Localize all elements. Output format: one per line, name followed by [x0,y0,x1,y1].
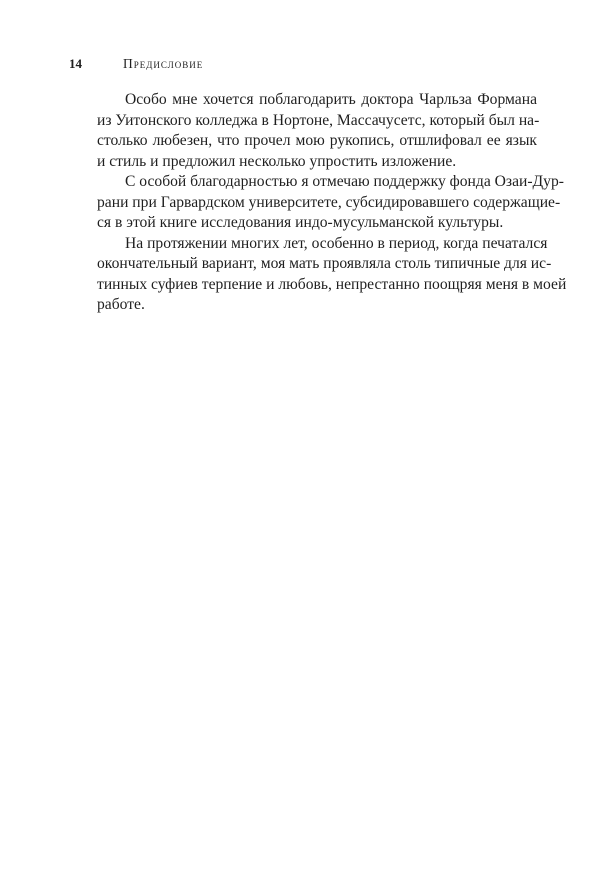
text-line: Особо мне хочется поблагодарить доктора Чарльза Формана [125,91,537,108]
running-head [69,54,539,74]
page-number: 14 [69,56,82,71]
text-line: С особой благодарностью я отмечаю поддержку фонда Озаи-Дур- [125,173,564,190]
text-line: рани при Гарвардском университете, субсидировавшего содержащие- [97,193,561,211]
text-line: столько любезен, что прочел мою рукопись, отшлифовал ее язык [97,132,537,149]
text-line: На протяжении многих лет, особенно в период, когда печатался [125,234,548,252]
text-line: и стиль и предложил несколько упростить изложение. [97,152,457,170]
paragraph-acknowledgement-forman [69,90,540,172]
text-line: из Уитонского колледжа в Нортоне, Массачусетс, который был на- [97,111,540,129]
paragraph-acknowledgement-fund [69,172,564,234]
section-title: Предисловие [123,56,204,71]
text-line: окончательный вариант, моя мать проявляла столь типичные для ис- [97,255,552,272]
paragraph-acknowledgement-mother [69,234,567,316]
text-line: работе. [97,296,145,313]
body-text [69,90,567,316]
text-line: тинных суфиев терпение и любовь, непрестанно поощряя меня в моей [97,275,567,293]
text-line: ся в этой книге исследования индо-мусульманской культуры. [97,214,504,231]
